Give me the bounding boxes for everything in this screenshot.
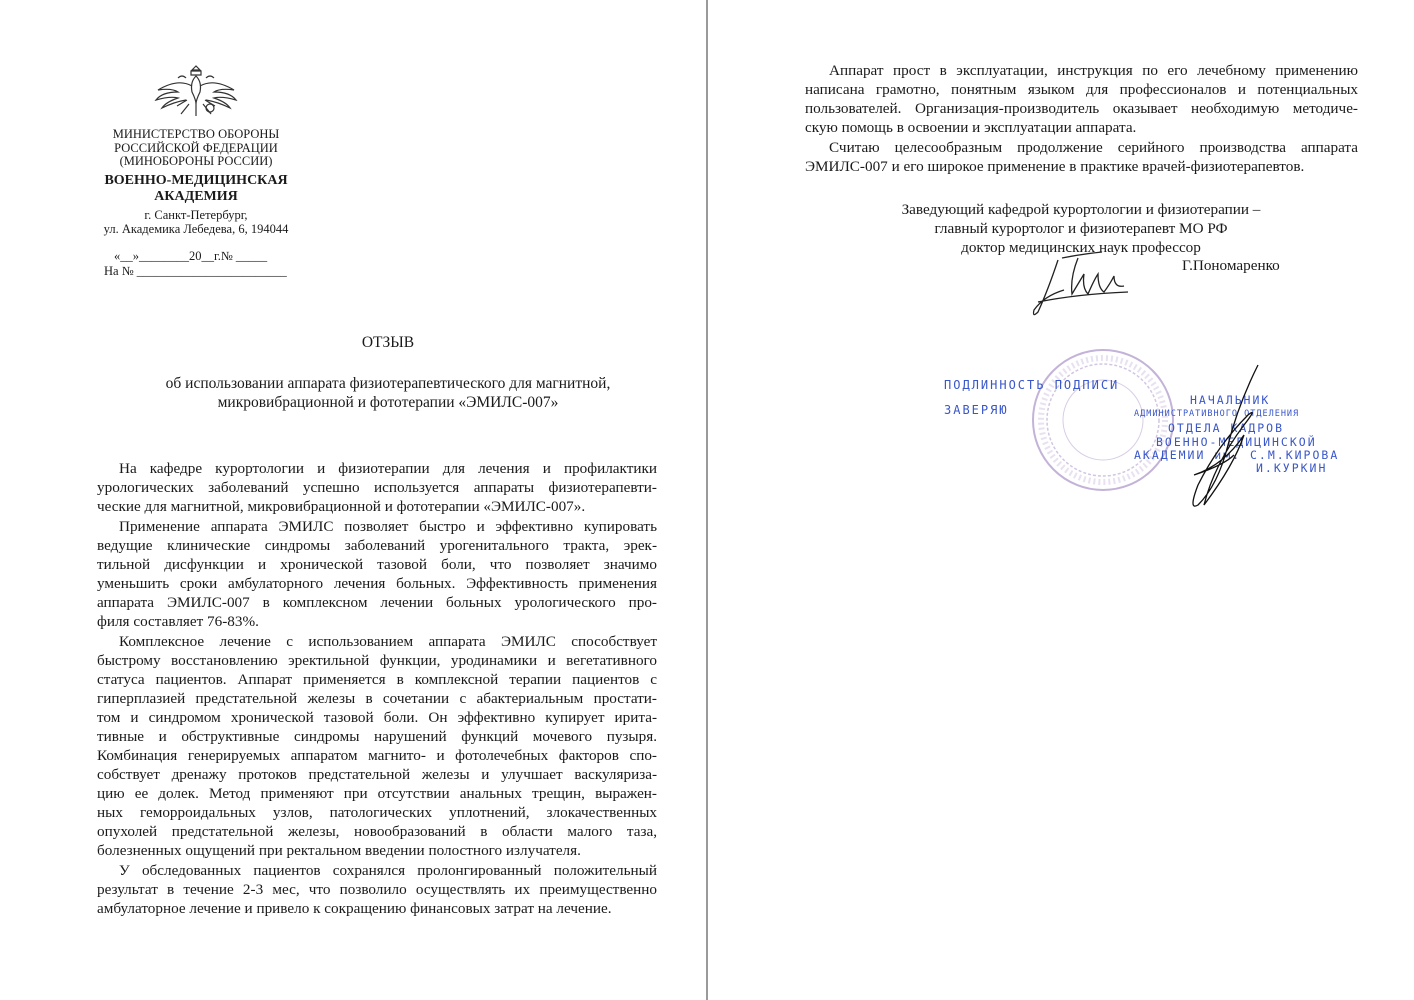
text-line: опухолей предстательной железы, новообразований в области малого таза,	[97, 823, 657, 840]
signatory-degree: доктор медицинских наук профессор	[961, 239, 1201, 256]
document-title: ОТЗЫВ	[361, 334, 415, 351]
subtitle-line: об использовании аппарата физиотерапевтического для магнитной,	[165, 375, 611, 392]
text-line: ческие для магнитной, микровибрационной и фототерапии «ЭМИЛС-007».	[97, 498, 586, 515]
stamp-academy: АКАДЕМИИ им. С.М.КИРОВА	[1134, 448, 1340, 462]
reference-line: На № ________________________	[104, 264, 287, 278]
document-subtitle	[0, 374, 776, 412]
stamp-certify-text: ЗАВЕРЯЮ	[944, 403, 1009, 417]
text-line: урологических заболеваний успешно используется аппараты физиотерапевти-	[97, 479, 657, 496]
text-line: филя составляет 76-83%.	[97, 613, 259, 630]
academy-name	[90, 173, 302, 205]
text-line: ЭМИЛС-007 и его широкое применение в практике врачей-физиотерапевтов.	[805, 158, 1305, 175]
stamp-department: ОТДЕЛА КАДРОВ	[1168, 421, 1285, 435]
subtitle-line: микровибрационной и фототерапии «ЭМИЛС-007»	[217, 394, 559, 411]
text-line: пользователей. Организация-производитель оказывает необходимую методиче-	[805, 100, 1358, 117]
text-line: написана грамотно, понятным языком для профессионалов и потенциальных	[805, 81, 1358, 98]
review-body	[97, 459, 657, 919]
outgoing-number	[104, 249, 304, 279]
academy-line: ВОЕННО-МЕДИЦИНСКАЯ	[104, 173, 288, 188]
paragraph	[97, 861, 657, 918]
text-line: У обследованных пациентов сохранялся пролонгированный положительный	[119, 862, 657, 879]
text-line: том и синдромом хронической тазовой боли. Он эффективно купирует ирита-	[97, 709, 657, 726]
paragraph	[97, 459, 657, 516]
text-line: цию ее долек. Метод применяют при отсутствии анальных трещин, выражен-	[97, 785, 657, 802]
text-line: результат в течение 2-3 мес, что позволило осуществлять их преимущественно	[97, 881, 657, 898]
text-line: собствует дренажу протоков предстательной железы и улучшает васкуляриза-	[97, 766, 657, 783]
text-line: ных геморроидальных узлов, патологических уплотнений, злокачественных	[97, 804, 657, 821]
text-line: Комплексное лечение с использованием аппарата ЭМИЛС способствует	[119, 633, 657, 650]
ministry-name	[90, 128, 302, 169]
signature-ponomarenko	[1018, 240, 1138, 320]
text-line: тивные и обструктивные синдромы нарушений функций мочевого пузыря.	[97, 728, 657, 745]
stamp-official-name: И.КУРКИН	[1256, 461, 1328, 475]
text-line: болезненных ощущений при ректальном введении полостного излучателя.	[97, 842, 581, 859]
document-page-1	[0, 0, 706, 1000]
text-line: Применение аппарата ЭМИЛС позволяет быстро и эффективно купировать	[119, 518, 657, 535]
paragraph	[805, 138, 1358, 176]
signature-kurkin	[1178, 360, 1271, 520]
ministry-line: МИНИСТЕРСТВО ОБОРОНЫ	[112, 127, 280, 141]
academy-address	[85, 209, 307, 236]
paragraph	[97, 517, 657, 631]
text-line: тильной дисфункции и хронической тазовой боли, что позволяет значимо	[97, 556, 657, 573]
document-page-2	[708, 0, 1414, 1000]
paragraph	[805, 61, 1358, 137]
signatory-position: главный курортолог и физиотерапевт МО РФ	[934, 220, 1228, 237]
stamp-academy: ВОЕННО-МЕДИЦИНСКОЙ	[1156, 435, 1317, 449]
ministry-line: РОССИЙСКОЙ ФЕДЕРАЦИИ	[114, 140, 278, 155]
text-line: скую помощь в освоении и эксплуатации аппарата.	[805, 119, 1137, 136]
address-line: ул. Академика Лебедева, 6, 194044	[103, 221, 289, 236]
official-round-seal	[1028, 345, 1178, 495]
stamp-title: НАЧАЛЬНИК	[1190, 393, 1271, 407]
stamp-authenticity-text: ПОДЛИННОСТЬ ПОДПИСИ	[944, 378, 1120, 392]
double-headed-eagle-emblem	[153, 62, 239, 122]
text-line: На кафедре курортологии и физиотерапии для лечения и профилактики	[119, 460, 657, 477]
text-line: Комбинация генерируемых аппаратом магнито- и фотолечебных факторов спо-	[97, 747, 657, 764]
text-line: статуса пациентов. Аппарат применяется в комплексной терапии пациентов с	[97, 671, 657, 688]
ministry-line: (МИНОБОРОНЫ РОССИИ)	[119, 154, 273, 168]
date-line: «__»________20__г.№ _____	[114, 249, 268, 263]
text-line: быстрому восстановлению эректильной функции, уродинамики и вегетативного	[97, 652, 657, 669]
paragraph	[97, 632, 657, 860]
review-conclusion	[805, 61, 1358, 177]
text-line: ведущие клинические синдромы заболеваний урогенитального тракта, эрек-	[97, 537, 657, 554]
text-line: Аппарат прост в эксплуатации, инструкция по его лечебному применению	[829, 62, 1358, 79]
signatory-name: Г.Пономаренко	[1182, 257, 1280, 274]
address-line: г. Санкт-Петербург,	[144, 208, 248, 222]
text-line: амбулаторное лечение и привело к сокращению финансовых затрат на лечение.	[97, 900, 612, 917]
stamp-department: АДМИНИСТРАТИВНОГО ОТДЕЛЕНИЯ	[1134, 409, 1300, 419]
text-line: гиперплазией предстательной железы в сочетании с абактериальным простати-	[97, 690, 657, 707]
academy-line: АКАДЕМИЯ	[154, 189, 238, 204]
text-line: аппарата ЭМИЛС-007 в комплексном лечении больных урологического про-	[97, 594, 657, 611]
signatory-position: Заведующий кафедрой курортологии и физиотерапии –	[901, 201, 1261, 218]
text-line: Считаю целесообразным продолжение серийного производства аппарата	[829, 139, 1358, 156]
text-line: уменьшить сроки амбулаторного лечения больных. Эффективность применения	[97, 575, 657, 592]
